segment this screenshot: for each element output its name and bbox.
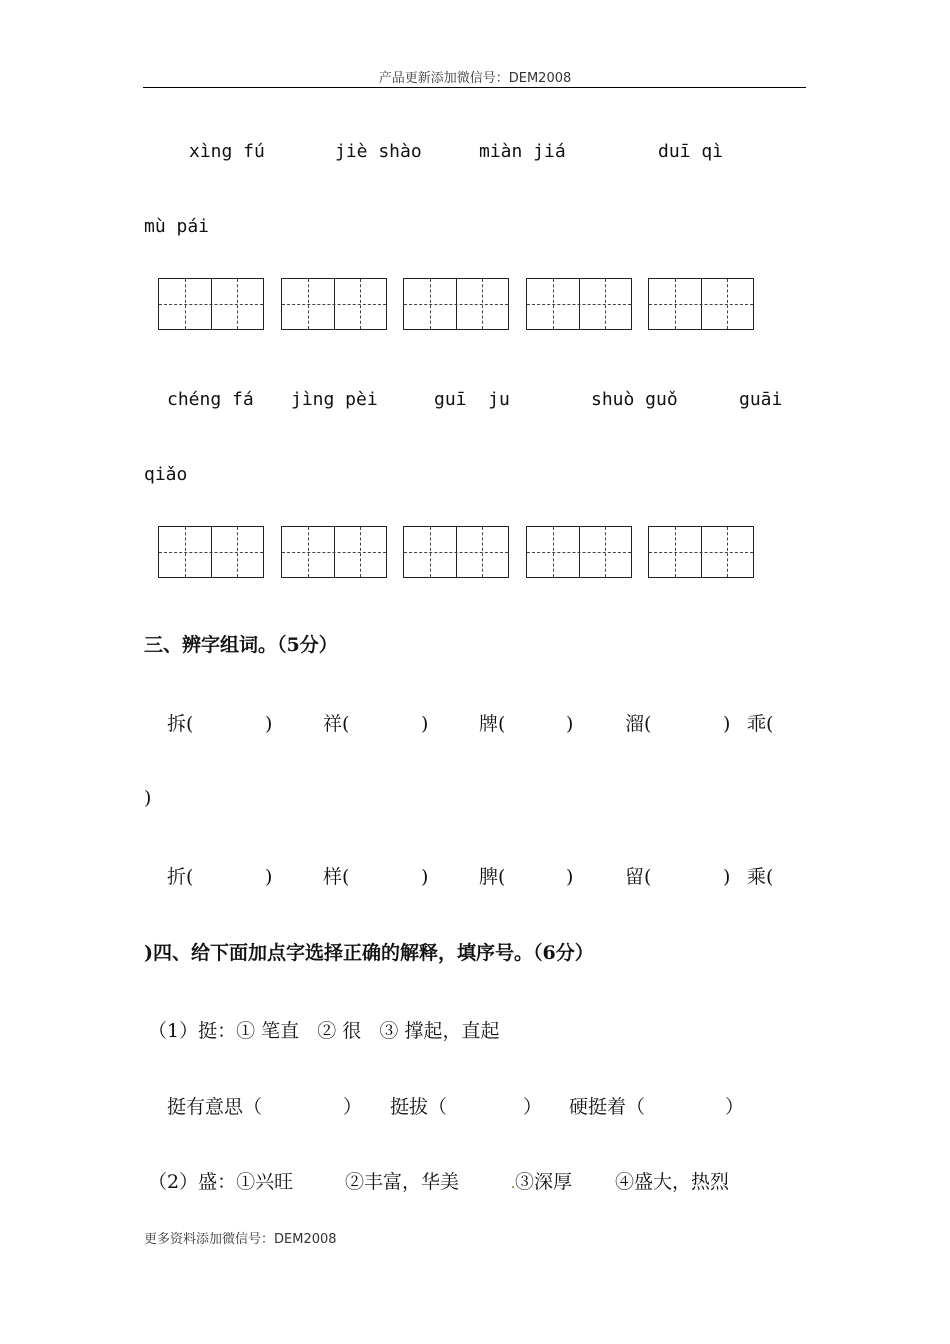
s3-char: 脾( — [479, 866, 506, 888]
s3-close: ) — [265, 713, 273, 735]
q1-close: ） — [523, 1096, 543, 1118]
s3-close: ) — [144, 787, 152, 809]
s3-char: 祥( — [323, 713, 350, 735]
writing-grid[interactable] — [403, 278, 509, 330]
writing-grid[interactable] — [648, 526, 754, 578]
q1-word: 挺有意思（ — [167, 1096, 263, 1118]
s3-close: ) — [723, 713, 731, 735]
s3-close: ) — [265, 866, 273, 888]
s3-close: ) — [566, 713, 574, 735]
q2-option: ④盛大，热烈 — [615, 1171, 730, 1193]
pinyin-duiqi: duī qì — [658, 141, 724, 162]
q1-options: （1）挺：① 笔直 ② 很 ③ 撑起，直起 — [148, 1020, 500, 1042]
writing-grid[interactable] — [281, 278, 387, 330]
pinyin-shuoguo: shuò guǒ — [591, 389, 678, 410]
section3-title: 三、辨字组词。（5分） — [144, 634, 338, 656]
s3-char: 溜( — [625, 713, 652, 735]
writing-grid[interactable] — [648, 278, 754, 330]
q1-close: ） — [725, 1096, 745, 1118]
pinyin-xingfu: xìng fú — [189, 141, 265, 162]
writing-grid[interactable] — [526, 278, 632, 330]
q1-word: 硬挺着（ — [569, 1096, 646, 1118]
writing-grid[interactable] — [158, 526, 264, 578]
pinyin-guai: guāi — [739, 389, 783, 410]
section4-title: )四、给下面加点字选择正确的解释，填序号。（6分） — [144, 942, 594, 964]
q2-option: ③深厚 — [515, 1171, 573, 1193]
stray-dot — [512, 1186, 514, 1188]
s3-close: ) — [421, 713, 429, 735]
q1-close: ） — [343, 1096, 363, 1118]
q1-word: 挺拔（ — [390, 1096, 448, 1118]
pinyin-guiju: guī ju — [434, 389, 510, 410]
pinyin-qiao: qiǎo — [144, 464, 188, 485]
writing-grid[interactable] — [526, 526, 632, 578]
writing-grid[interactable] — [158, 278, 264, 330]
s3-char: 乖( — [747, 713, 774, 735]
s3-char: 留( — [625, 866, 652, 888]
s3-char: 牌( — [479, 713, 506, 735]
s3-close: ) — [566, 866, 574, 888]
page-footer: 更多资料添加微信号：DEM2008 — [144, 1232, 337, 1247]
q2-option: ②丰富，华美 — [345, 1171, 460, 1193]
pinyin-mianjia: miàn jiá — [479, 141, 566, 162]
writing-grid[interactable] — [403, 526, 509, 578]
s3-char: 拆( — [167, 713, 194, 735]
writing-grid[interactable] — [281, 526, 387, 578]
s3-char: 乘( — [747, 866, 774, 888]
pinyin-jieshao: jiè shào — [335, 141, 422, 162]
pinyin-chengfa: chéng fá — [167, 389, 254, 410]
s3-char: 样( — [323, 866, 350, 888]
q2-option: （2）盛：①兴旺 — [148, 1171, 294, 1193]
page-header: 产品更新添加微信号：DEM2008 — [378, 71, 572, 86]
s3-char: 折( — [167, 866, 194, 888]
header-rule — [143, 87, 806, 88]
s3-close: ) — [723, 866, 731, 888]
pinyin-jingpei: jìng pèi — [291, 389, 378, 410]
s3-close: ) — [421, 866, 429, 888]
pinyin-mupai: mù pái — [144, 216, 210, 237]
